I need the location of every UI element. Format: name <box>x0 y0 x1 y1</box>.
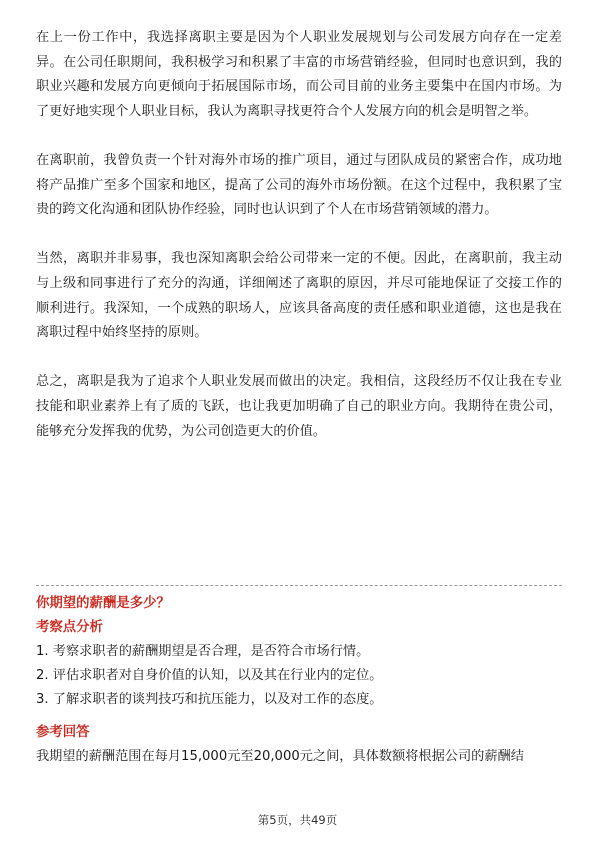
paragraph-1: 在上一份工作中，我选择离职主要是因为个人职业发展规划与公司发展方向存在一定差异。在公司任职期间，我积极学习和积累了丰富的市场营销经验，但同时也意识到，我的职业兴趣和发展方向更倾向于拓展国际市场，而公司目前的业务主要集中在国内市场。为了更好地实现个人职业目标，我认为离职寻找更符合个人发展方向的机会是明智之举。 <box>36 30 562 119</box>
answer-heading: 参考回答 <box>36 724 90 740</box>
paragraph-3: 当然，离职并非易事，我也深知离职会给公司带来一定的不便。因此，在离职前，我主动与上级和同事进行了充分的沟通，详细阐述了离职的原因，并尽可能地保证了交接工作的顺利进行。我深知，一个成熟的职场人，应该具备高度的责任感和职业道德，这也是我在离职过程中始终坚持的原则。 <box>36 251 562 341</box>
page-number: 第5页，共49页 <box>257 813 338 827</box>
analysis-heading: 考察点分析 <box>36 620 103 635</box>
paragraph-4: 总之，离职是我为了追求个人职业发展而做出的决定。我相信，这段经历不仅让我在专业技能和职业素养上有了质的飞跃，也让我更加明确了自己的职业方向。我期待在贵公司，能够充分发挥我的优势，为公司创造更大的价值。 <box>36 374 562 439</box>
analysis-item-1: 1. 考察求职者的薪酬期望是否合理，是否符合市场行情。 <box>36 644 370 659</box>
paragraph-2: 在离职前，我曾负责一个针对海外市场的推广项目，通过与团队成员的紧密合作，成功地将产品推广至多个国家和地区，提高了公司的海外市场份额。在这个过程中，我积累了宝贵的跨文化沟通和团队协作经验，同时也认识到了个人在市场营销领域的潜力。 <box>36 152 562 218</box>
answer-text: 我期望的薪酬范围在每月15,000元至20,000元之间，具体数额将根据公司的薪酬结 <box>36 748 524 764</box>
body-text <box>36 26 562 444</box>
analysis-item-2: 2. 评估求职者对自身价值的认知，以及其在行业内的定位。 <box>36 668 383 684</box>
section-divider <box>36 585 562 586</box>
question-title: 你期望的薪酬是多少？ <box>36 596 170 611</box>
analysis-item-3: 3. 了解求职者的谈判技巧和抗压能力，以及对工作的态度。 <box>36 692 383 708</box>
qa-section <box>36 592 562 769</box>
